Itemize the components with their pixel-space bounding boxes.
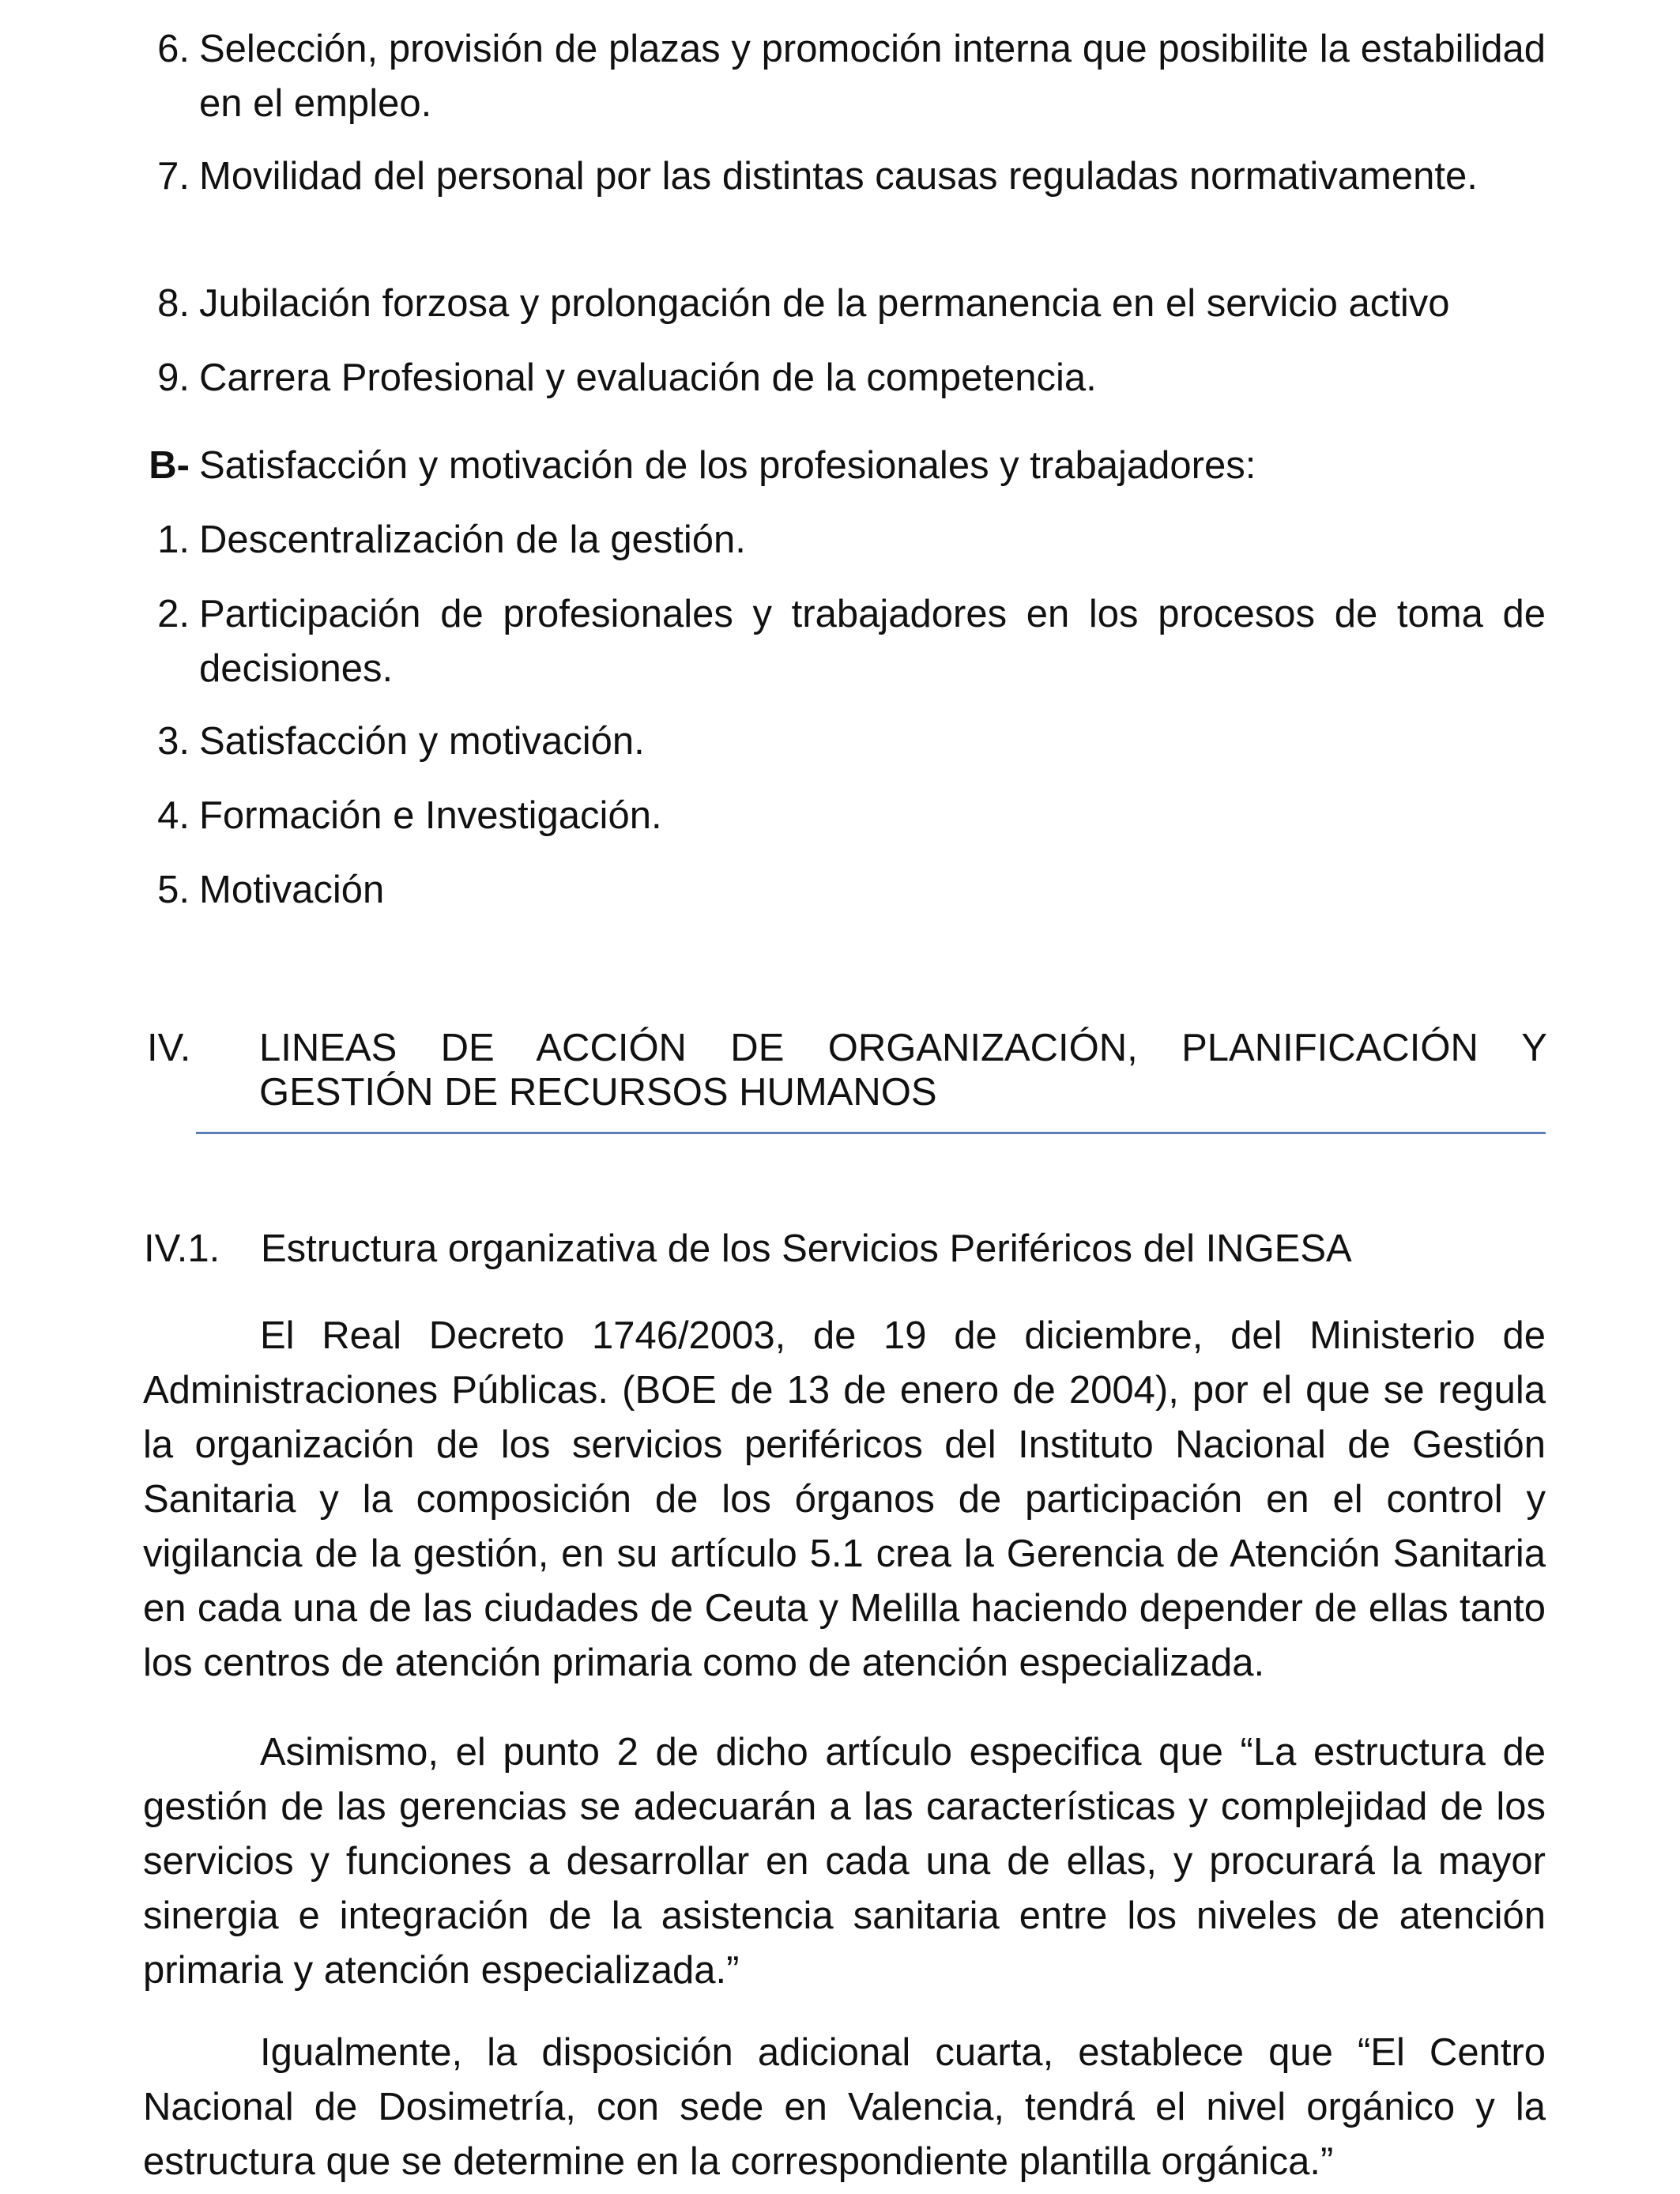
list-item-text: Movilidad del personal por las distintas causas reguladas normativamente.: [199, 155, 1478, 198]
heading-underline: [196, 1132, 1546, 1134]
list-item-text: Formación e Investigación.: [199, 794, 662, 837]
section-b-heading: [149, 439, 1546, 493]
section-b-label: B-: [149, 444, 190, 487]
section-heading-line: LINEAS DE ACCIÓN DE ORGANIZACIÓN, PLANIFICACIÓN Y: [259, 1027, 1547, 1069]
section-b-title: Satisfacción y motivación de los profesionales y trabajadores:: [199, 444, 1256, 487]
list-item: [157, 513, 1546, 567]
list-item-text: Carrera Profesional y evaluación de la competencia.: [199, 356, 1097, 399]
list-item-text: Motivación: [199, 869, 385, 911]
body-paragraph: Asimismo, el punto 2 de dicho artículo especifica que “La estructura de gestión de las gerencias se adecuarán a las características y complejidad de los servicios y funciones a desarrollar en cada una de ellas, y procurará la mayor sinergia e integración de la asistencia sanitaria entre los niveles de atención primaria y atención especializada.”: [143, 1731, 1546, 1992]
list-item-number: 9.: [157, 356, 190, 399]
list-item-text: Satisfacción y motivación.: [199, 720, 645, 763]
list-item: [157, 587, 1546, 696]
body-paragraph: El Real Decreto 1746/2003, de 19 de diciembre, del Ministerio de Administraciones Públicas. (BOE de 13 de enero de 2004), por el que se regula la organización de los servicios periféricos del Instituto Nacional de Gestión Sanitaria y la composición de los órganos de participación en el control y vigilancia de la gestión, en su artículo 5.1 crea la Gerencia de Atención Sanitaria en cada una de las ciudades de Ceuta y Melilla haciendo depender de ellas tanto los centros de atención primaria como de atención especializada.: [143, 1314, 1546, 1684]
list-item-text: Descentralización de la gestión.: [199, 518, 746, 561]
list-item: [157, 149, 1546, 204]
list-item: [157, 789, 1546, 843]
list-item-number: 1.: [157, 518, 190, 561]
body-paragraph: Igualmente, la disposición adicional cuarta, establece que “El Centro Nacional de Dosimetría, con sede en Valencia, tendrá el nivel orgánico y la estructura que se determine en la correspondiente plantilla orgánica.”: [143, 2031, 1546, 2183]
section-heading: [147, 1026, 1547, 1114]
list-item-text: Participación de profesionales y trabajadores en los procesos de toma de decisiones.: [199, 593, 1546, 690]
list-item-number: 2.: [157, 593, 190, 635]
section-heading-line: GESTIÓN DE RECURSOS HUMANOS: [259, 1071, 937, 1114]
list-item-number: 8.: [157, 282, 190, 325]
section-heading-title: [259, 1026, 1547, 1114]
list-item: [157, 863, 1546, 918]
list-item-text: Selección, provisión de plazas y promoción interna que posibilite la estabilidad en el empleo.: [199, 28, 1546, 125]
list-item-number: 6.: [157, 28, 190, 70]
list-item-number: 3.: [157, 720, 190, 763]
list-item-text: Jubilación forzosa y prolongación de la permanencia en el servicio activo: [199, 282, 1450, 325]
list-item-number: 7.: [157, 155, 190, 198]
list-item-number: 4.: [157, 794, 190, 837]
subsection-number: IV.1.: [144, 1227, 220, 1270]
list-item: [157, 351, 1546, 405]
section-heading-number: IV.: [147, 1027, 191, 1069]
subsection-heading: [144, 1225, 1352, 1272]
list-item: [157, 277, 1546, 331]
list-item-number: 5.: [157, 869, 190, 911]
list-item: [157, 22, 1546, 131]
subsection-title: Estructura organizativa de los Servicios Periféricos del INGESA: [261, 1227, 1352, 1270]
list-item: [157, 714, 1546, 769]
